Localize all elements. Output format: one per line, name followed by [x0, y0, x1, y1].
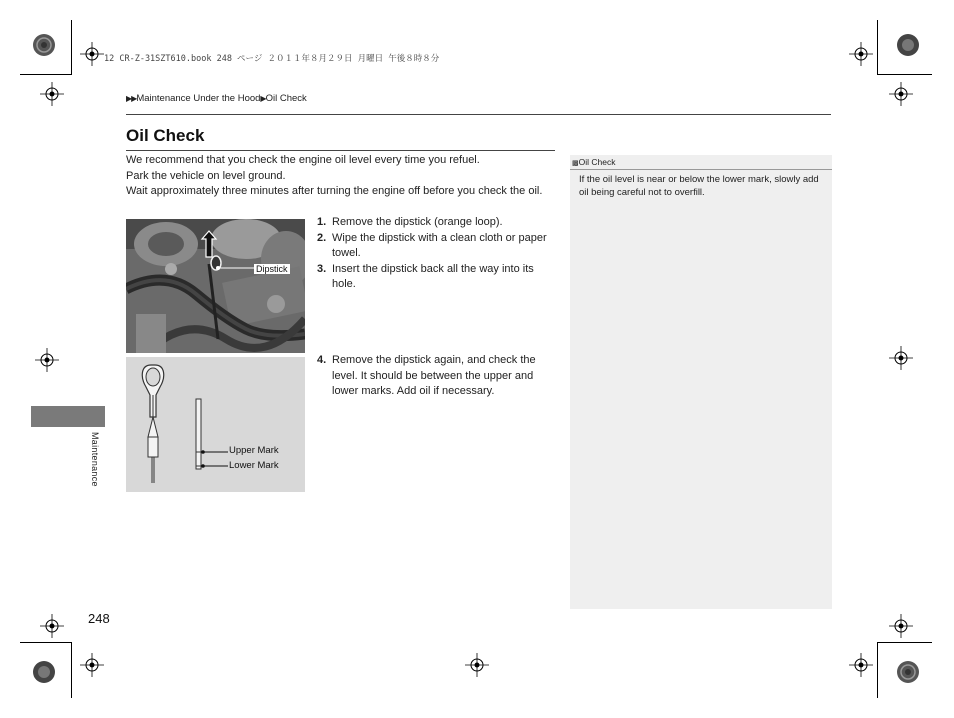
- section-tab: [31, 406, 105, 427]
- step-number: 4.: [317, 354, 327, 366]
- dipstick-leader-line: [215, 263, 255, 273]
- registration-mark-icon: [889, 346, 913, 370]
- breadcrumb-section: Maintenance Under the Hood: [136, 93, 261, 104]
- crop-mark: [71, 20, 72, 75]
- page-title: Oil Check: [126, 126, 205, 145]
- file-info: 12 CR-Z-31SZT610.book 248 ページ ２０１１年８月２９日 月曜日 午後８時８分: [104, 54, 440, 64]
- breadcrumb-arrow-icon: ▶: [260, 94, 266, 103]
- upper-mark-label: Upper Mark: [229, 445, 279, 456]
- intro-text: [126, 153, 556, 200]
- registration-mark-icon: [849, 42, 873, 66]
- crop-mark: [877, 642, 932, 643]
- intro-paragraph: Wait approximately three minutes after turning the engine off before you check the oil.: [126, 185, 543, 197]
- crop-mark: [877, 642, 878, 698]
- step-number: 2.: [317, 231, 327, 244]
- sidebar-heading: [570, 155, 832, 170]
- step-number: 3.: [317, 262, 327, 275]
- sidebar-text: If the oil level is near or below the lower mark, slowly add oil being careful not to overfill.: [579, 174, 819, 198]
- note-marker-icon: ▩: [572, 160, 579, 167]
- registration-mark-icon: [889, 614, 913, 638]
- registration-mark-icon: [80, 653, 104, 677]
- dipstick-label: Dipstick: [256, 264, 288, 274]
- breadcrumb-page: Oil Check: [265, 93, 307, 104]
- registration-mark-icon: [40, 614, 64, 638]
- crop-mark: [877, 74, 932, 75]
- title-rule: [126, 150, 555, 151]
- lower-mark-label: Lower Mark: [229, 460, 279, 471]
- steps-list: [317, 215, 552, 293]
- crop-mark: [71, 642, 72, 698]
- breadcrumb: [126, 93, 307, 104]
- color-target-icon: [896, 33, 920, 57]
- step-text: Remove the dipstick again, and check the level. It should be between the upper and lower marks. Add oil if necessary.: [332, 354, 536, 397]
- sidebar-heading-text: Oil Check: [578, 157, 616, 167]
- sidebar-note: [570, 155, 832, 609]
- registration-mark-icon: [80, 42, 104, 66]
- step-text: Wipe the dipstick with a clean cloth or paper towel.: [332, 231, 547, 259]
- color-target-icon: [32, 660, 56, 684]
- registration-mark-icon: [465, 653, 489, 677]
- step-item: [317, 353, 552, 400]
- step-item: [317, 262, 552, 293]
- page-number: 248: [88, 611, 110, 626]
- dipstick-diagram: [126, 357, 305, 492]
- crop-mark: [877, 20, 878, 75]
- step-item: [317, 215, 552, 231]
- intro-paragraph: We recommend that you check the engine oil level every time you refuel.: [126, 154, 480, 166]
- step-text: Insert the dipstick back all the way into its hole.: [332, 262, 534, 290]
- section-label: Maintenance: [90, 432, 100, 487]
- step-number: 1.: [317, 216, 327, 228]
- step-text: Remove the dipstick (orange loop).: [332, 216, 503, 228]
- registration-mark-icon: [889, 82, 913, 106]
- steps-list-continued: [317, 353, 552, 400]
- crop-mark: [20, 74, 72, 75]
- color-target-icon: [32, 33, 56, 57]
- registration-mark-icon: [849, 653, 873, 677]
- registration-mark-icon: [35, 348, 59, 372]
- intro-paragraph: Park the vehicle on level ground.: [126, 169, 286, 182]
- engine-photo: [126, 219, 305, 353]
- crop-mark: [20, 642, 72, 643]
- step-item: [317, 231, 552, 262]
- registration-mark-icon: [40, 82, 64, 106]
- color-target-icon: [896, 660, 920, 684]
- breadcrumb-arrow-icon: ▶▶: [126, 94, 137, 103]
- header-rule: [126, 114, 831, 115]
